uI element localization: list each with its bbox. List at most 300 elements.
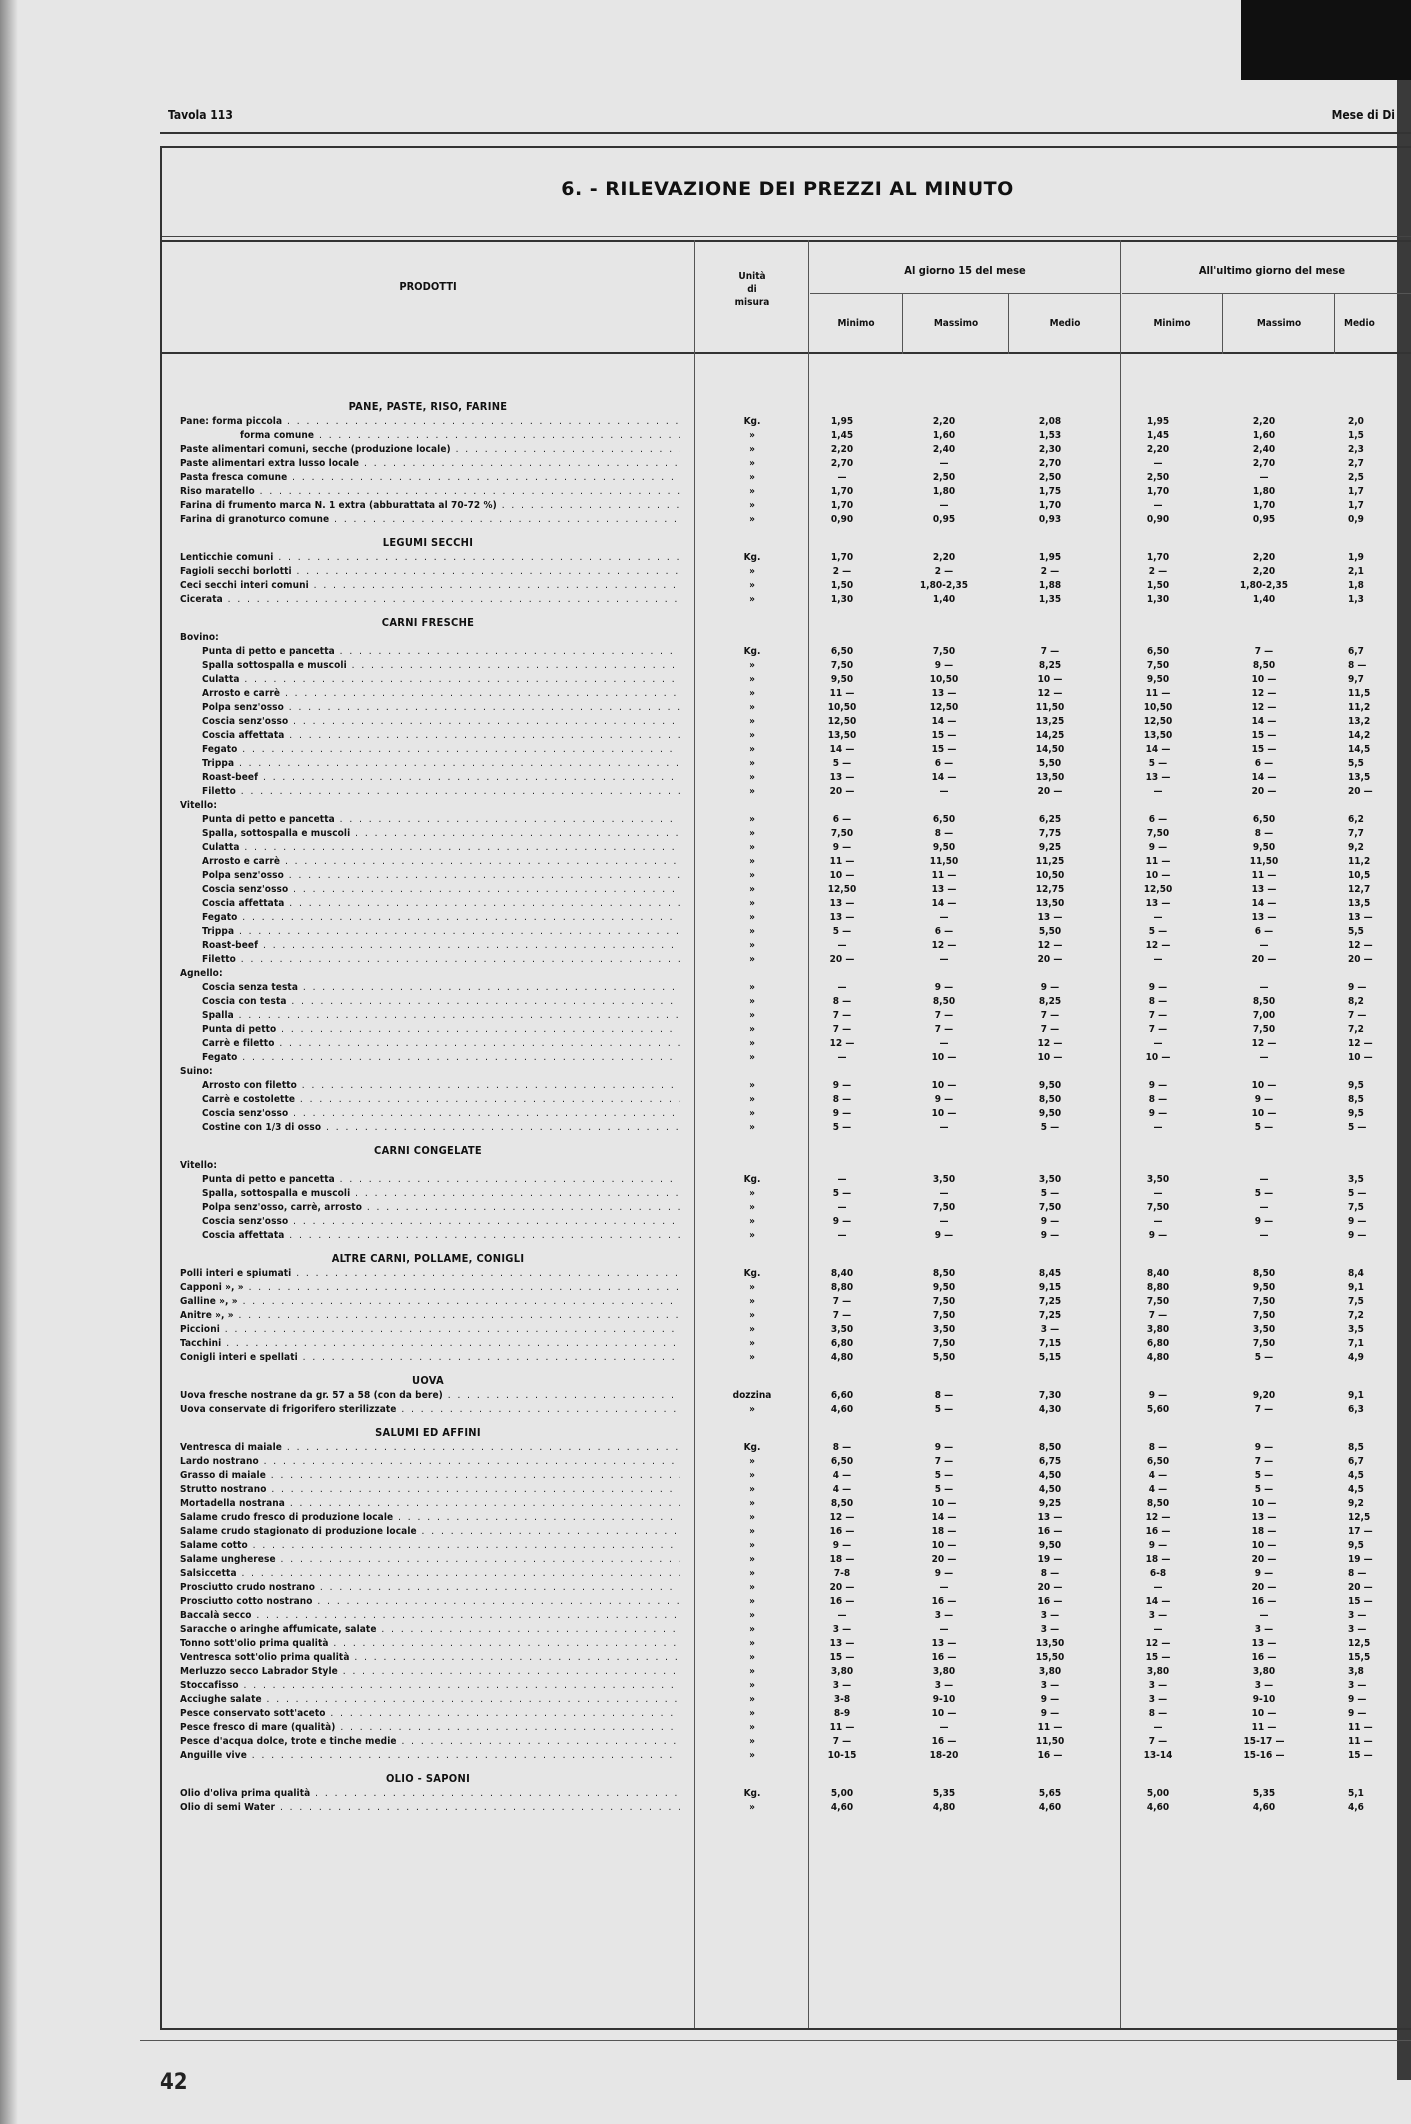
product-name: Ventresca sott'olio prima qualità . . .: [180, 1652, 680, 1663]
table-row: [162, 1750, 1411, 1764]
avg-last-cell: 13,5: [1348, 898, 1371, 909]
table-row: [162, 716, 1411, 730]
min-15-cell: —: [837, 472, 847, 483]
table-row: [162, 926, 1411, 940]
min-last-cell: 10 —: [1145, 1052, 1171, 1063]
table-row: [162, 1624, 1411, 1638]
table-row: [162, 828, 1411, 842]
min-last-cell: 7 —: [1148, 1010, 1168, 1021]
max-15-cell: 8,50: [932, 1268, 956, 1279]
product-name: Anitre », » . . .: [180, 1310, 680, 1321]
product-name: Grasso di maiale . . .: [180, 1470, 680, 1481]
unit-cell: »: [749, 1568, 755, 1579]
table-row: [162, 1080, 1411, 1094]
table-frame: [160, 146, 1411, 2030]
product-name: Merluzzo secco Labrador Style . . .: [180, 1666, 680, 1677]
max-15-cell: —: [939, 1722, 949, 1733]
avg-last-cell: 5 —: [1348, 1122, 1367, 1133]
max-last-cell: —: [1259, 472, 1269, 483]
max-15-cell: 7,50: [932, 646, 956, 657]
unit-cell: »: [749, 1596, 755, 1607]
avg-last-cell: 1,3: [1348, 594, 1364, 605]
avg-last-cell: 8 —: [1348, 1568, 1367, 1579]
max-15-cell: 7,50: [932, 1310, 956, 1321]
min-last-cell: 5,00: [1146, 1788, 1170, 1799]
avg-last-cell: 9,2: [1348, 1498, 1364, 1509]
max-15-cell: 2 —: [934, 566, 954, 577]
unit-cell: »: [749, 1296, 755, 1307]
table-row: [162, 500, 1411, 514]
header-unita-line2: di: [747, 284, 757, 295]
unit-cell: »: [749, 1108, 755, 1119]
table-row: [162, 1108, 1411, 1122]
avg-last-cell: 11,5: [1348, 688, 1371, 699]
avg-15-cell: 2 —: [1040, 566, 1060, 577]
max-last-cell: 10 —: [1251, 1108, 1277, 1119]
unit-cell: »: [749, 1554, 755, 1565]
table-row: [162, 744, 1411, 758]
avg-last-cell: 3,5: [1348, 1174, 1364, 1185]
unit-cell: »: [749, 1404, 755, 1415]
max-15-cell: 20 —: [931, 1554, 957, 1565]
table-row: [162, 1708, 1411, 1722]
month-label: Mese di Di: [1331, 108, 1395, 122]
avg-15-cell: 1,35: [1038, 594, 1062, 605]
table-row: [162, 800, 1411, 814]
product-name: Agnello:: [180, 968, 223, 979]
product-name: Pesce fresco di mare (qualità) . . .: [180, 1722, 680, 1733]
avg-last-cell: 9 —: [1348, 1708, 1367, 1719]
max-last-cell: 18 —: [1251, 1526, 1277, 1537]
page-title: 6. - RILEVAZIONE DEI PREZZI AL MINUTO: [561, 178, 1014, 200]
table-row: [162, 1788, 1411, 1802]
unit-cell: Kg.: [743, 1788, 761, 1799]
max-15-cell: 4,80: [932, 1802, 956, 1813]
unit-cell: dozzina: [732, 1390, 772, 1401]
max-last-cell: 11 —: [1251, 870, 1277, 881]
product-name: Coscia senz'osso . . .: [202, 884, 680, 895]
max-15-cell: 2,20: [932, 416, 956, 427]
min-last-cell: —: [1153, 1722, 1163, 1733]
unit-cell: »: [749, 1456, 755, 1467]
max-15-cell: 13 —: [931, 1638, 957, 1649]
max-15-cell: 9 —: [934, 1094, 954, 1105]
product-name: Ventresca di maiale . . .: [180, 1442, 680, 1453]
table-row: [162, 1202, 1411, 1216]
avg-15-cell: 7 —: [1040, 646, 1060, 657]
max-15-cell: 3,80: [932, 1666, 956, 1677]
min-15-cell: 6 —: [832, 814, 852, 825]
min-last-cell: 2,50: [1146, 472, 1170, 483]
max-15-cell: 10 —: [931, 1708, 957, 1719]
max-15-cell: 7,50: [932, 1202, 956, 1213]
unit-cell: »: [749, 982, 755, 993]
header-minimo-2: Minimo: [1153, 318, 1191, 329]
min-last-cell: 8 —: [1148, 996, 1168, 1007]
max-15-cell: 8 —: [934, 828, 954, 839]
section-heading: SALUMI ED AFFINI: [375, 1426, 481, 1439]
avg-15-cell: 12 —: [1037, 940, 1063, 951]
min-last-cell: 7 —: [1148, 1024, 1168, 1035]
avg-last-cell: 2,5: [1348, 472, 1364, 483]
unit-cell: »: [749, 1024, 755, 1035]
product-name: Spalla, sottospalla e muscoli . . .: [202, 1188, 680, 1199]
max-last-cell: 20 —: [1251, 1582, 1277, 1593]
product-name: Costine con 1/3 di osso . . .: [202, 1122, 680, 1133]
min-15-cell: 12 —: [829, 1038, 855, 1049]
avg-15-cell: 14,25: [1035, 730, 1065, 741]
avg-15-cell: 13,50: [1035, 1638, 1065, 1649]
min-15-cell: 5 —: [832, 1188, 852, 1199]
avg-15-cell: 8,50: [1038, 1094, 1062, 1105]
product-name: Arrosto e carrè . . .: [202, 688, 680, 699]
min-15-cell: 12,50: [827, 884, 857, 895]
product-name: Salame cotto . . .: [180, 1540, 680, 1551]
min-last-cell: 3,80: [1146, 1666, 1170, 1677]
unit-cell: »: [749, 912, 755, 923]
min-last-cell: 4,80: [1146, 1352, 1170, 1363]
group-rule-15th: [810, 293, 1120, 294]
unit-cell: »: [749, 1324, 755, 1335]
avg-last-cell: 9 —: [1348, 982, 1367, 993]
max-last-cell: 20 —: [1251, 786, 1277, 797]
min-15-cell: 12 —: [829, 1512, 855, 1523]
table-row: [162, 1094, 1411, 1108]
table-row: [162, 884, 1411, 898]
table-row: [162, 1352, 1411, 1366]
unit-cell: »: [749, 486, 755, 497]
min-15-cell: 3 —: [832, 1680, 852, 1691]
min-15-cell: 6,60: [830, 1390, 854, 1401]
min-last-cell: 8,40: [1146, 1268, 1170, 1279]
avg-last-cell: 13,5: [1348, 772, 1371, 783]
max-last-cell: 6 —: [1254, 926, 1274, 937]
avg-15-cell: 20 —: [1037, 1582, 1063, 1593]
table-row: [162, 1160, 1411, 1174]
min-15-cell: 7-8: [833, 1568, 851, 1579]
avg-15-cell: 12 —: [1037, 688, 1063, 699]
product-name: Suino:: [180, 1066, 213, 1077]
min-15-cell: 10 —: [829, 870, 855, 881]
avg-last-cell: 11,2: [1348, 856, 1371, 867]
table-row: [162, 702, 1411, 716]
min-15-cell: —: [837, 982, 847, 993]
max-last-cell: 7 —: [1254, 1404, 1274, 1415]
max-last-cell: 7,50: [1252, 1310, 1276, 1321]
avg-15-cell: 9 —: [1040, 1230, 1060, 1241]
max-15-cell: 9 —: [934, 660, 954, 671]
min-last-cell: 9 —: [1148, 1540, 1168, 1551]
unit-cell: »: [749, 1052, 755, 1063]
product-name: Trippa . . .: [202, 758, 680, 769]
product-name: Carrè e costolette . . .: [202, 1094, 680, 1105]
avg-15-cell: 20 —: [1037, 954, 1063, 965]
product-name: Tacchini . . .: [180, 1338, 680, 1349]
min-last-cell: 7 —: [1148, 1736, 1168, 1747]
table-row: [162, 1282, 1411, 1296]
avg-15-cell: 3 —: [1040, 1610, 1060, 1621]
max-15-cell: 16 —: [931, 1596, 957, 1607]
product-name: Filetto . . .: [202, 786, 680, 797]
min-last-cell: 13-14: [1143, 1750, 1173, 1761]
header-group-15th: Al giorno 15 del mese: [904, 264, 1026, 277]
min-15-cell: 5,00: [830, 1788, 854, 1799]
min-last-cell: —: [1153, 786, 1163, 797]
product-name: Coscia con testa . . .: [202, 996, 680, 1007]
max-15-cell: 9 —: [934, 982, 954, 993]
product-name: Salame crudo stagionato di produzione locale . . .: [180, 1526, 680, 1537]
min-15-cell: 20 —: [829, 954, 855, 965]
product-name: Arrosto con filetto . . .: [202, 1080, 680, 1091]
product-name: Coscia affettata . . .: [202, 898, 680, 909]
min-last-cell: 7,50: [1146, 1202, 1170, 1213]
table-row: [162, 1442, 1411, 1456]
table-row: [162, 1216, 1411, 1230]
min-15-cell: 11 —: [829, 1722, 855, 1733]
table-row: [162, 1512, 1411, 1526]
product-name: Polpa senz'osso . . .: [202, 870, 680, 881]
product-name: Saracche o aringhe affumicate, salate . . .: [180, 1624, 680, 1635]
max-15-cell: 15 —: [931, 730, 957, 741]
section-heading-row: [162, 1366, 1411, 1390]
avg-last-cell: 3 —: [1348, 1624, 1367, 1635]
section-heading: PANE, PASTE, RISO, FARINE: [348, 400, 508, 413]
avg-15-cell: 13 —: [1037, 912, 1063, 923]
product-name: Paste alimentari extra lusso locale . . .: [180, 458, 680, 469]
header-unita-line1: Unità: [738, 271, 766, 282]
product-name: Piccioni . . .: [180, 1324, 680, 1335]
avg-15-cell: 8,45: [1038, 1268, 1062, 1279]
header-massimo-1: Massimo: [933, 318, 979, 329]
avg-15-cell: 8,25: [1038, 660, 1062, 671]
max-last-cell: 12 —: [1251, 702, 1277, 713]
min-15-cell: 1,50: [830, 580, 854, 591]
max-last-cell: 3,80: [1252, 1666, 1276, 1677]
avg-last-cell: 9,7: [1348, 674, 1364, 685]
unit-cell: »: [749, 1736, 755, 1747]
avg-last-cell: 7,2: [1348, 1024, 1364, 1035]
min-15-cell: —: [837, 1202, 847, 1213]
min-last-cell: 9,50: [1146, 674, 1170, 685]
avg-15-cell: 14,50: [1035, 744, 1065, 755]
min-last-cell: 10 —: [1145, 870, 1171, 881]
unit-cell: »: [749, 940, 755, 951]
product-name: Coscia senz'osso . . .: [202, 716, 680, 727]
table-row: [162, 1694, 1411, 1708]
max-last-cell: 5 —: [1254, 1470, 1274, 1481]
max-15-cell: —: [939, 1582, 949, 1593]
product-name: Cicerata . . .: [180, 594, 680, 605]
group-rule-last-day: [1122, 293, 1411, 294]
avg-15-cell: 10,50: [1035, 870, 1065, 881]
product-name: Spalla, sottospalla e muscoli . . .: [202, 828, 680, 839]
unit-cell: »: [749, 1216, 755, 1227]
max-last-cell: 1,80-2,35: [1239, 580, 1289, 591]
avg-last-cell: 3,8: [1348, 1666, 1364, 1677]
unit-cell: »: [749, 1512, 755, 1523]
avg-last-cell: 15 —: [1348, 1750, 1373, 1761]
max-last-cell: 12 —: [1251, 1038, 1277, 1049]
min-last-cell: —: [1153, 458, 1163, 469]
table-row: [162, 786, 1411, 800]
max-last-cell: 13 —: [1251, 1638, 1277, 1649]
avg-last-cell: 1,9: [1348, 552, 1364, 563]
min-last-cell: 3,50: [1146, 1174, 1170, 1185]
avg-15-cell: 4,30: [1038, 1404, 1062, 1415]
avg-last-cell: 11 —: [1348, 1736, 1373, 1747]
max-15-cell: —: [939, 1122, 949, 1133]
min-last-cell: 3,80: [1146, 1324, 1170, 1335]
table-row: [162, 996, 1411, 1010]
avg-15-cell: 9 —: [1040, 1216, 1060, 1227]
max-last-cell: 13 —: [1251, 912, 1277, 923]
product-name: Polli interi e spiumati . . .: [180, 1268, 680, 1279]
min-last-cell: 12 —: [1145, 1638, 1171, 1649]
table-row: [162, 1722, 1411, 1736]
unit-cell: »: [749, 1202, 755, 1213]
product-name: Prosciutto crudo nostrano . . .: [180, 1582, 680, 1593]
max-last-cell: —: [1259, 982, 1269, 993]
max-15-cell: 7,50: [932, 1296, 956, 1307]
header-unita-line3: misura: [734, 297, 770, 308]
max-last-cell: 9 —: [1254, 1216, 1274, 1227]
min-15-cell: 0,90: [830, 514, 854, 525]
table-row: [162, 580, 1411, 594]
max-last-cell: 5 —: [1254, 1352, 1274, 1363]
unit-cell: »: [749, 1694, 755, 1705]
min-15-cell: 5 —: [832, 1122, 852, 1133]
min-15-cell: 4,60: [830, 1404, 854, 1415]
max-last-cell: 8,50: [1252, 660, 1276, 671]
min-last-cell: 1,50: [1146, 580, 1170, 591]
unit-cell: »: [749, 674, 755, 685]
max-last-cell: 1,60: [1252, 430, 1276, 441]
unit-cell: »: [749, 1352, 755, 1363]
max-15-cell: 10,50: [929, 674, 959, 685]
avg-15-cell: 7 —: [1040, 1024, 1060, 1035]
min-last-cell: —: [1153, 954, 1163, 965]
avg-15-cell: 9 —: [1040, 982, 1060, 993]
avg-15-cell: 9,15: [1038, 1282, 1062, 1293]
avg-last-cell: 2,1: [1348, 566, 1364, 577]
avg-last-cell: 17 —: [1348, 1526, 1373, 1537]
max-last-cell: 10 —: [1251, 1080, 1277, 1091]
table-number: Tavola 113: [168, 108, 233, 122]
max-15-cell: 3,50: [932, 1324, 956, 1335]
table-row: [162, 486, 1411, 500]
unit-cell: »: [749, 1230, 755, 1241]
min-15-cell: 8,40: [830, 1268, 854, 1279]
avg-15-cell: 10 —: [1037, 1052, 1063, 1063]
avg-last-cell: 6,7: [1348, 1456, 1364, 1467]
max-last-cell: 5 —: [1254, 1484, 1274, 1495]
header-rule-top: [162, 240, 1411, 242]
avg-last-cell: 10 —: [1348, 1052, 1373, 1063]
unit-cell: »: [749, 786, 755, 797]
avg-15-cell: 9,25: [1038, 1498, 1062, 1509]
min-15-cell: —: [837, 1230, 847, 1241]
min-15-cell: 9 —: [832, 1540, 852, 1551]
avg-15-cell: 8,50: [1038, 1442, 1062, 1453]
product-name: Arrosto e carrè . . .: [202, 856, 680, 867]
max-last-cell: 11 —: [1251, 1722, 1277, 1733]
table-row: [162, 1526, 1411, 1540]
table-row: [162, 646, 1411, 660]
min-last-cell: 7,50: [1146, 828, 1170, 839]
min-15-cell: 12,50: [827, 716, 857, 727]
min-last-cell: 1,95: [1146, 416, 1170, 427]
avg-last-cell: 15 —: [1348, 1596, 1373, 1607]
table-row: [162, 1324, 1411, 1338]
avg-15-cell: 7,25: [1038, 1296, 1062, 1307]
max-15-cell: 9-10: [932, 1694, 956, 1705]
avg-15-cell: 5,65: [1038, 1788, 1062, 1799]
min-15-cell: 4,60: [830, 1802, 854, 1813]
avg-last-cell: 6,2: [1348, 814, 1364, 825]
max-15-cell: 10 —: [931, 1052, 957, 1063]
avg-last-cell: 3,5: [1348, 1324, 1364, 1335]
table-row: [162, 1310, 1411, 1324]
table-row: [162, 1188, 1411, 1202]
min-last-cell: 12 —: [1145, 1512, 1171, 1523]
min-last-cell: 6 —: [1148, 814, 1168, 825]
avg-last-cell: 9,1: [1348, 1282, 1364, 1293]
avg-last-cell: 9,5: [1348, 1108, 1364, 1119]
max-last-cell: —: [1259, 1202, 1269, 1213]
avg-last-cell: 4,9: [1348, 1352, 1364, 1363]
product-name: Punta di petto e pancetta . . .: [202, 814, 680, 825]
product-name: Spalla sottospalla e muscoli . . .: [202, 660, 680, 671]
avg-15-cell: 8 —: [1040, 1568, 1060, 1579]
min-last-cell: 6,80: [1146, 1338, 1170, 1349]
avg-15-cell: 12 —: [1037, 1038, 1063, 1049]
product-name: Lardo nostrano . . .: [180, 1456, 680, 1467]
avg-15-cell: 9,50: [1038, 1540, 1062, 1551]
section-heading-row: [162, 392, 1411, 416]
header-massimo-2: Massimo: [1256, 318, 1302, 329]
min-15-cell: 10,50: [827, 702, 857, 713]
unit-cell: »: [749, 856, 755, 867]
avg-last-cell: 4,6: [1348, 1802, 1364, 1813]
max-last-cell: 4,60: [1252, 1802, 1276, 1813]
avg-15-cell: 9,50: [1038, 1080, 1062, 1091]
max-last-cell: 1,80: [1252, 486, 1276, 497]
min-last-cell: —: [1153, 1582, 1163, 1593]
product-name: Carrè e filetto . . .: [202, 1038, 680, 1049]
product-name: Roast-beef . . .: [202, 772, 680, 783]
avg-last-cell: 7 —: [1348, 1010, 1367, 1021]
min-last-cell: 8 —: [1148, 1708, 1168, 1719]
product-name: Anguille vive . . .: [180, 1750, 680, 1761]
max-15-cell: 5 —: [934, 1404, 954, 1415]
min-last-cell: 11 —: [1145, 688, 1171, 699]
unit-cell: »: [749, 1188, 755, 1199]
unit-cell: Kg.: [743, 1268, 761, 1279]
min-last-cell: —: [1153, 1038, 1163, 1049]
section-heading-row: [162, 608, 1411, 632]
table-row: [162, 730, 1411, 744]
table-row: [162, 1582, 1411, 1596]
min-15-cell: 9 —: [832, 842, 852, 853]
max-last-cell: 13 —: [1251, 884, 1277, 895]
min-last-cell: 6,50: [1146, 1456, 1170, 1467]
avg-15-cell: 1,88: [1038, 580, 1062, 591]
max-last-cell: 1,40: [1252, 594, 1276, 605]
product-name: Punta di petto . . .: [202, 1024, 680, 1035]
max-last-cell: 6,50: [1252, 814, 1276, 825]
min-last-cell: 15 —: [1145, 1652, 1171, 1663]
unit-cell: »: [749, 1094, 755, 1105]
